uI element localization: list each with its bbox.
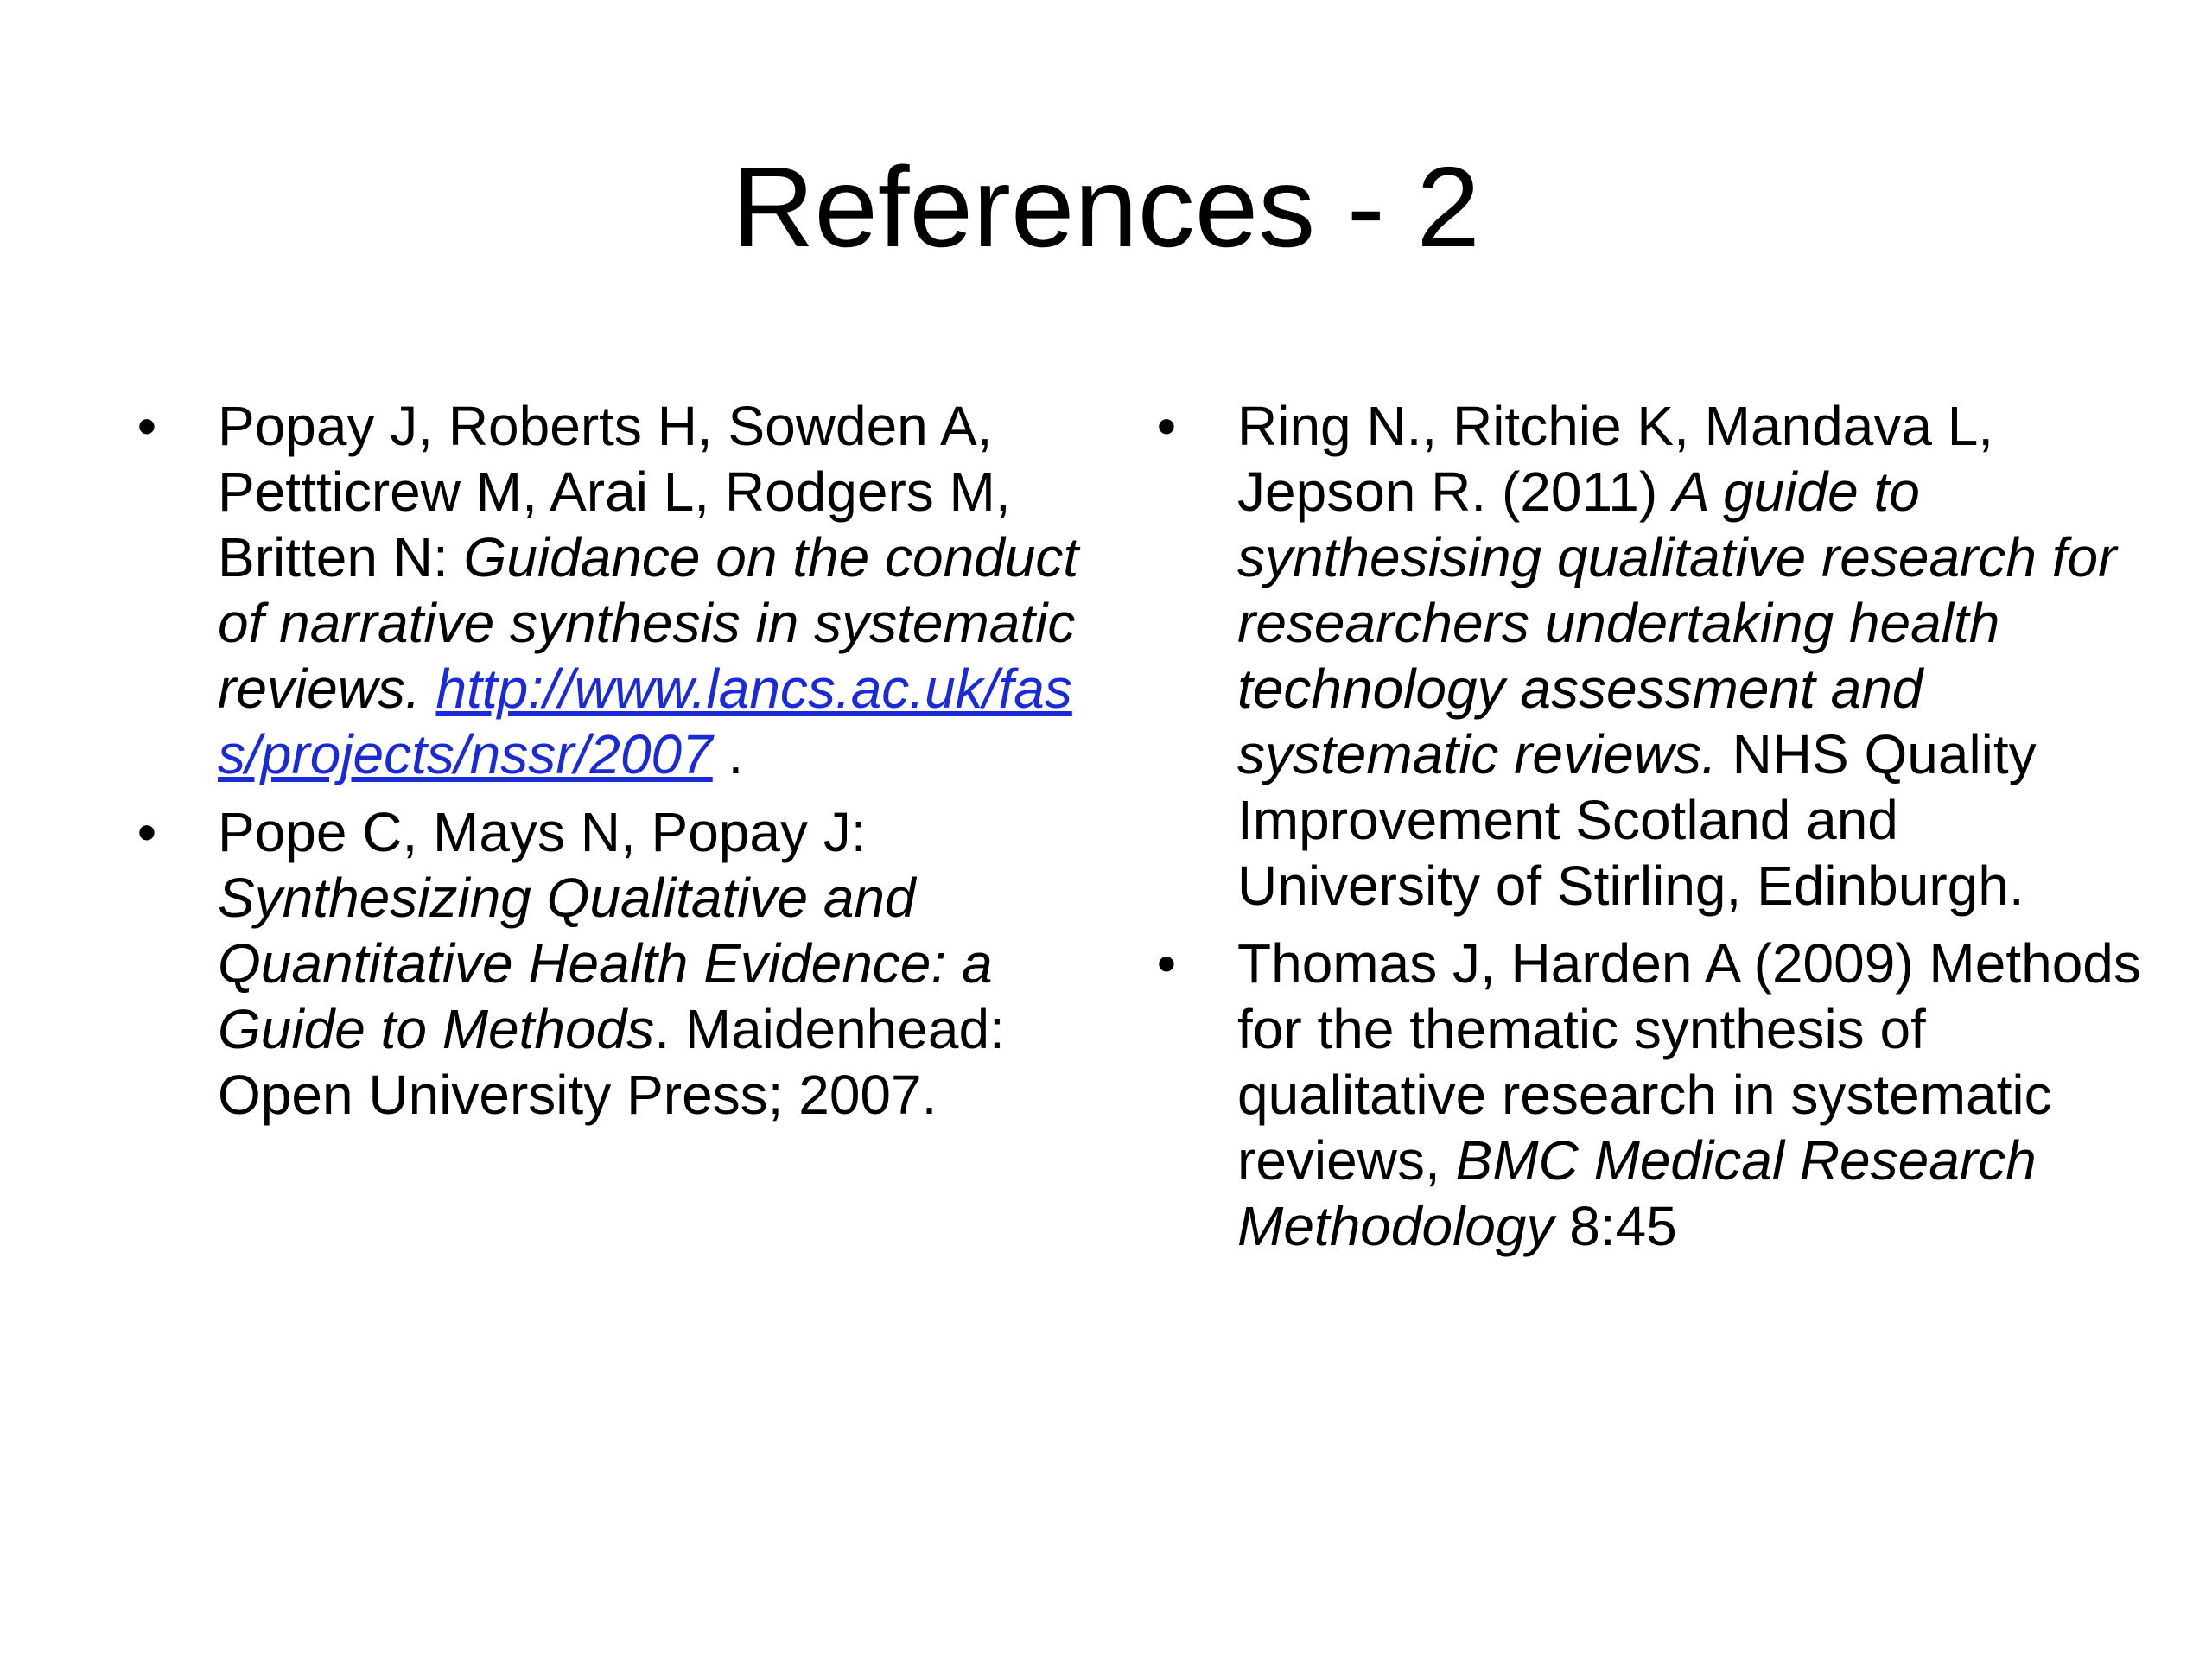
reference-link[interactable]: http://www.lancs.ac.uk/fass/projects/nssr/2007: [218, 658, 1072, 785]
reference-tail: NHS Quality Improvement Scotland and University of Stirling, Edinburgh.: [1237, 723, 2037, 917]
reference-tail: 8:45: [1554, 1195, 1677, 1257]
bullet-icon: •: [137, 801, 157, 863]
reference-title: A guide to synthesising qualitative research for researchers undertaking health technology assessment and systematic reviews.: [1237, 461, 2117, 785]
reference-item: [130, 799, 1080, 1128]
reference-authors: Pope C, Mays N, Popay J:: [218, 801, 867, 863]
bullet-icon: •: [137, 395, 157, 457]
reference-authors: Ring N., Ritchie K, Mandava L, Jepson R. (2011): [1237, 395, 1994, 523]
reference-title: BMC Medical Research Methodology: [1237, 1129, 2037, 1257]
reference-item: [1149, 931, 2143, 1259]
reference-item: [130, 393, 1080, 787]
references-left-column: [130, 393, 1080, 1140]
reference-tail: . Maidenhead: Open University Press; 2007.: [218, 998, 1005, 1126]
reference-authors: Thomas J, Harden A (2009) Methods for the thematic synthesis of qualitative research in systematic reviews,: [1237, 932, 2141, 1192]
reference-title: Guidance on the conduct of narrative synthesis in systematic reviews.: [218, 526, 1079, 720]
reference-space: [421, 658, 436, 720]
bullet-icon: •: [1156, 932, 1177, 995]
reference-authors: Popay J, Roberts H, Sowden A, Pettticrew M, Arai L, Rodgers M, Britten N:: [218, 395, 1011, 588]
slide-title: References - 2: [732, 143, 1480, 270]
bullet-icon: •: [1156, 395, 1177, 457]
references-right-column: [1149, 393, 2143, 1271]
reference-item: [1149, 393, 2143, 918]
reference-tail: .: [712, 723, 744, 785]
reference-title: Synthesizing Qualitative and Quantitative Health Evidence: a Guide to Methods: [218, 867, 993, 1060]
